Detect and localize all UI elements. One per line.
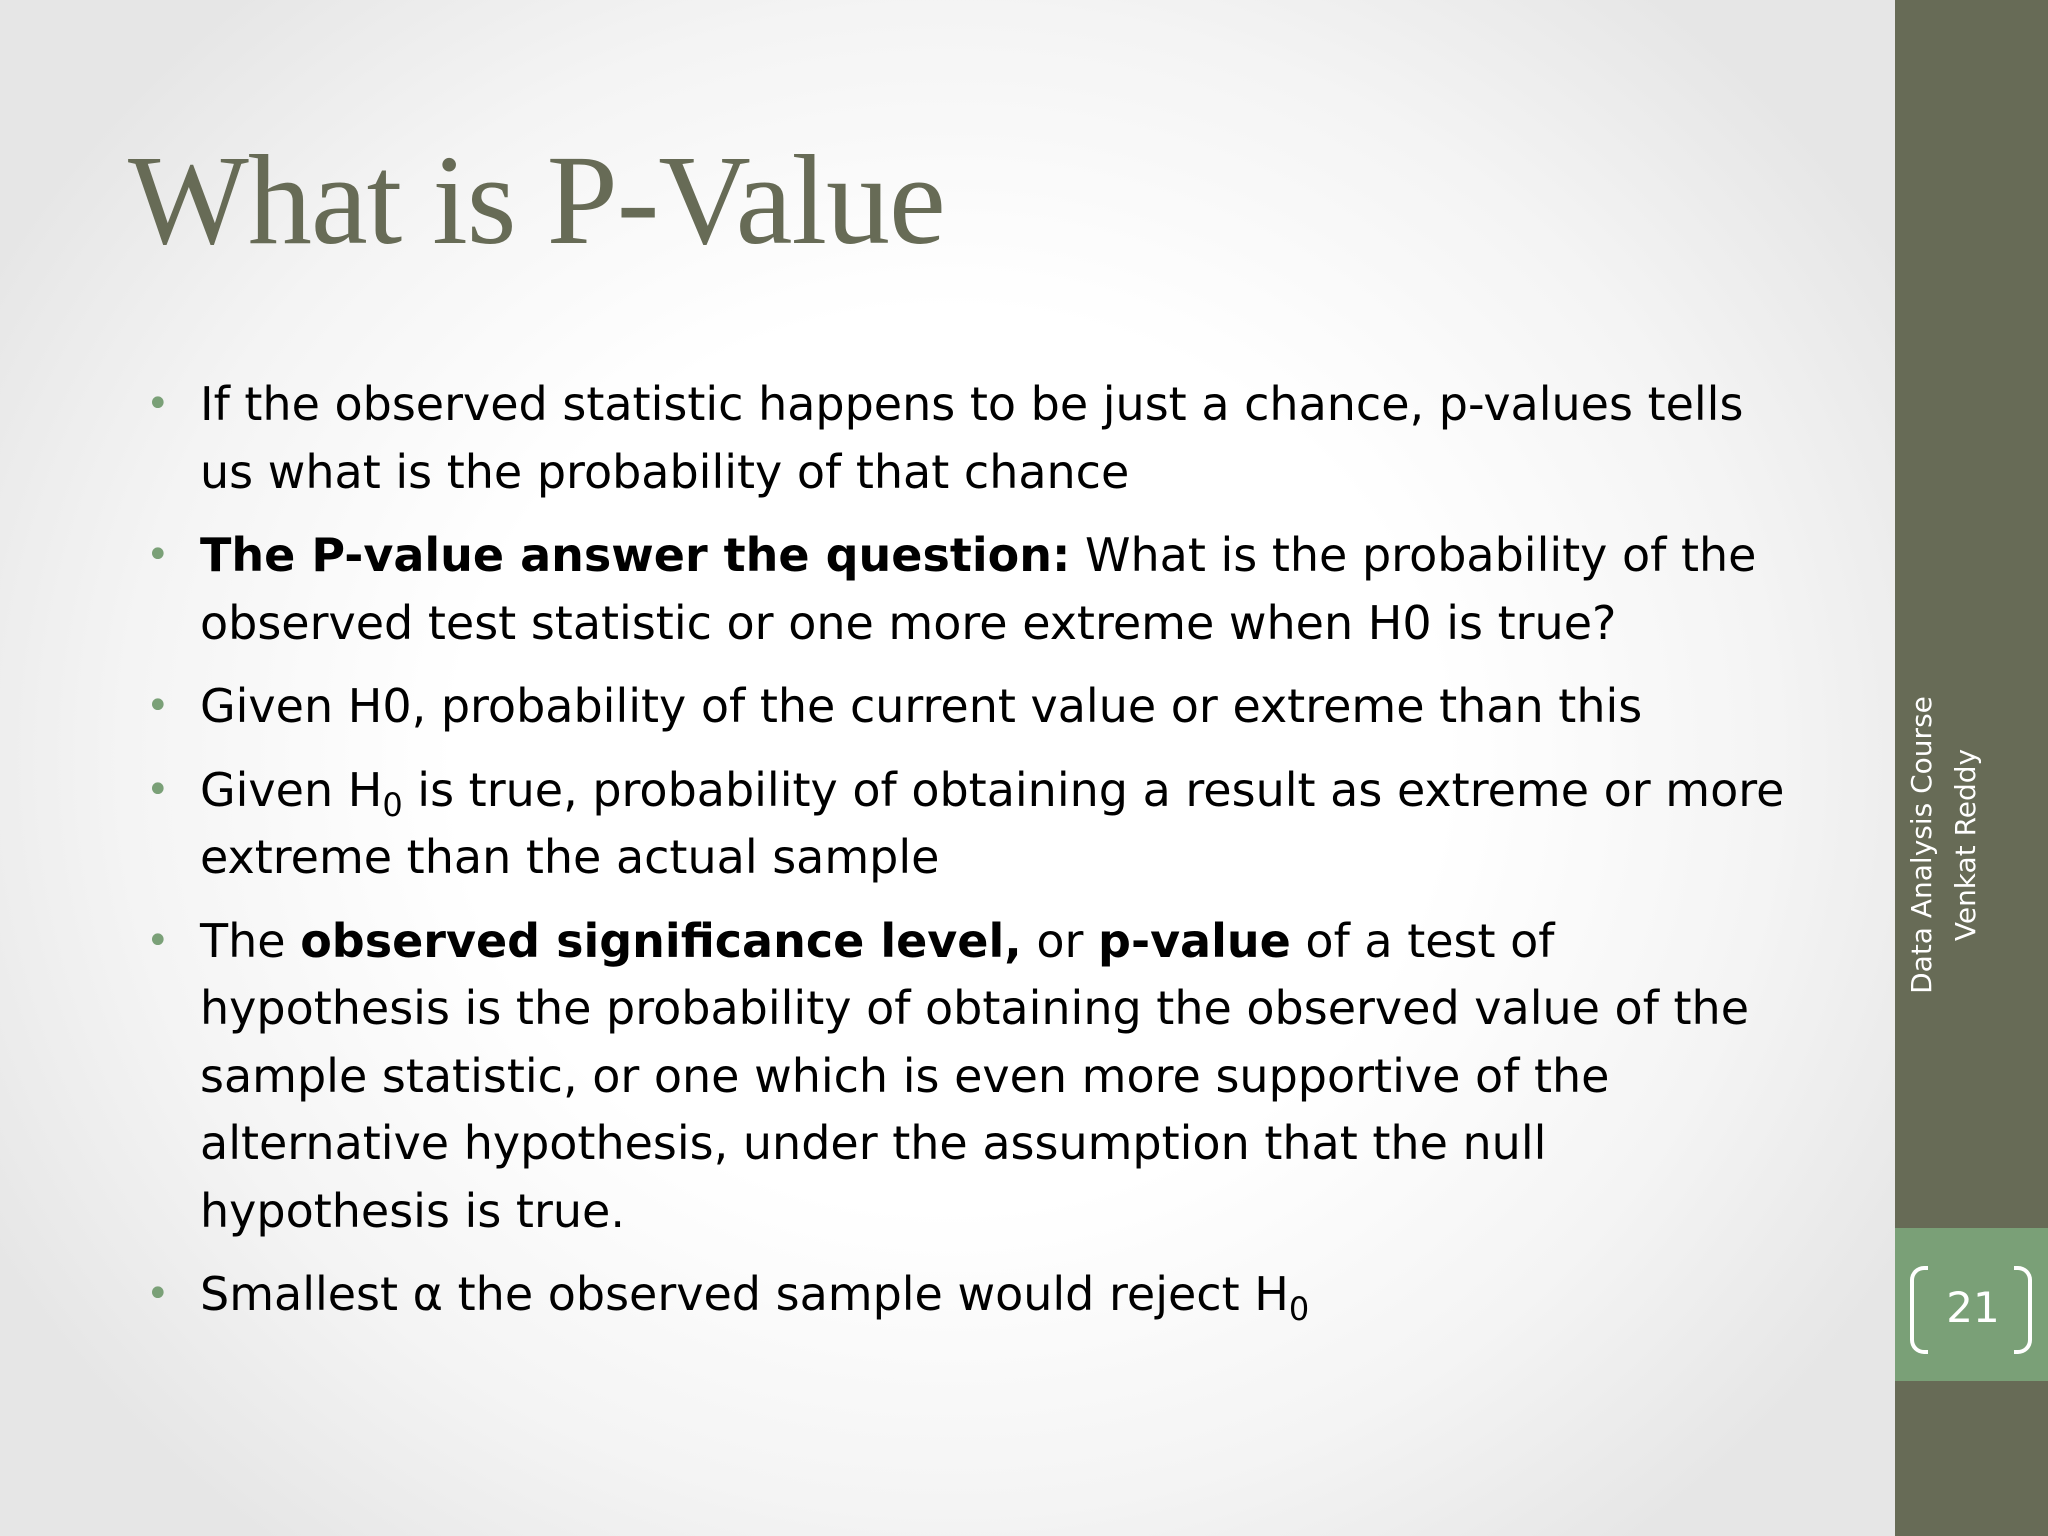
bullet-dot-icon: • bbox=[146, 766, 170, 813]
bullet-dot-icon: • bbox=[146, 532, 170, 578]
bullet-text: of a test of hypothesis is the probability of obtaining the observed value of the sample statistic, or one which is even more supportive of the alternative hypothesis, under the assumption that the null hypothesis is true. bbox=[200, 913, 1749, 1238]
bullet-item bbox=[146, 757, 1796, 892]
bullet-text: Given H0, probability of the current value or extreme than this bbox=[200, 679, 1643, 733]
bullet-item bbox=[146, 371, 1796, 506]
bullet-dot-icon: • bbox=[146, 381, 170, 427]
bullet-dot-icon: • bbox=[146, 917, 170, 964]
bullet-item bbox=[146, 1261, 1796, 1329]
bullet-text: The bbox=[200, 913, 301, 968]
right-bracket-icon bbox=[2014, 1266, 2032, 1354]
bullet-list bbox=[146, 371, 1796, 1345]
bullet-dot-icon: • bbox=[146, 1271, 170, 1317]
bullet-dot-icon: • bbox=[146, 683, 170, 729]
footer-text bbox=[1900, 545, 2010, 1145]
bullet-bold-text: observed significance level, bbox=[300, 913, 1022, 968]
subscript: 0 bbox=[382, 785, 403, 824]
bullet-bold-text: The P-value answer the question: bbox=[200, 528, 1071, 582]
bullet-item bbox=[146, 673, 1796, 741]
bullet-bold-text: p-value bbox=[1098, 913, 1291, 968]
bullet-text: What is the probability of the observed test statistic or one more extreme when H0 is true? bbox=[200, 528, 1757, 650]
footer-author: Venkat Reddy bbox=[1949, 748, 1982, 942]
bullet-item bbox=[146, 908, 1796, 1246]
slide-title: What is P-Value bbox=[128, 129, 945, 271]
footer-course: Data Analysis Course bbox=[1905, 696, 1938, 994]
subscript: 0 bbox=[1288, 1290, 1310, 1328]
page-number: 21 bbox=[1946, 1283, 2000, 1332]
left-bracket-icon bbox=[1910, 1266, 1928, 1354]
bullet-text: or bbox=[1021, 913, 1099, 968]
bullet-text: is true, probability of obtaining a result as extreme or more extreme than the actual sample bbox=[200, 762, 1785, 884]
bullet-text: Given H bbox=[200, 762, 383, 817]
bullet-text: If the observed statistic happens to be just a chance, p-values tells us what is the probability of that chance bbox=[200, 377, 1744, 499]
bullet-item bbox=[146, 522, 1796, 657]
bullet-text: Smallest α the observed sample would reject H bbox=[200, 1267, 1289, 1321]
